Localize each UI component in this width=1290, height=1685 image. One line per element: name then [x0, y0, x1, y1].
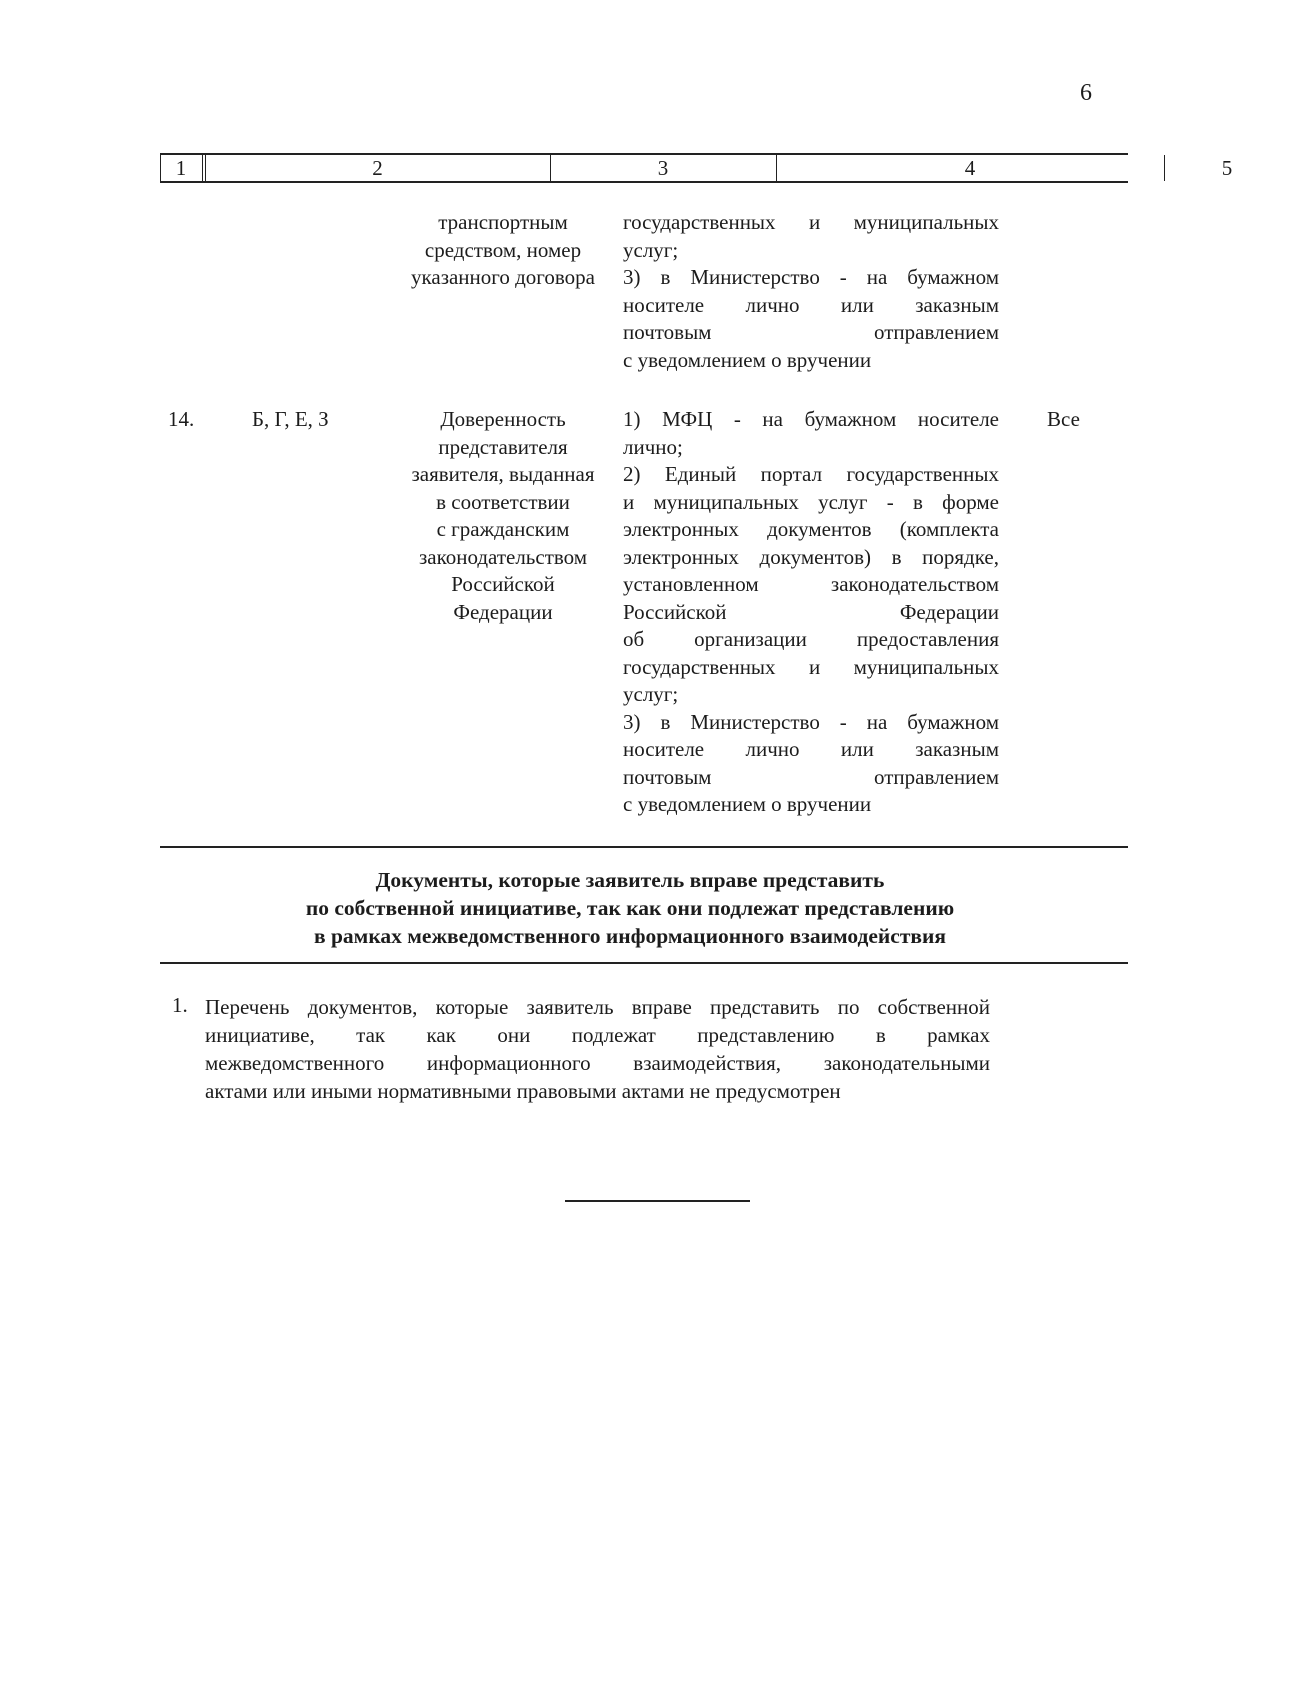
row-14-col4-line: 2) Единый портал государственных: [623, 462, 999, 486]
row-14-col3: [393, 406, 613, 626]
row-14-col3-line: Федерации: [453, 599, 553, 624]
row-14-col4-line: установленном законодательством: [623, 572, 999, 596]
header-col-1: 1: [175, 156, 187, 180]
row-1-col3-line: указанного договора: [410, 265, 595, 289]
row-14-col4-line: с уведомлением о вручении: [623, 792, 872, 816]
row-1-col3: [393, 209, 613, 292]
row-14-col4-line: об организации предоставления: [623, 627, 999, 651]
row-14-col4-line: и муниципальных услуг - в форме: [623, 489, 999, 514]
row-14-col4-line: государственных и муниципальных: [623, 654, 999, 679]
header-col-2: 2: [372, 156, 383, 180]
row-14-categories: Б, Г, Е, З: [252, 407, 329, 431]
note-line: Перечень документов, которые заявитель вправе представить по собственной: [205, 995, 990, 1019]
row-14-col5: Все: [1047, 407, 1080, 431]
header-col-3: 3: [657, 156, 669, 180]
row-14-col4-line: почтовым отправлением: [623, 764, 999, 789]
row-1-col4-line: носителе лично или заказным: [623, 292, 999, 317]
row-14-col3-line: Доверенность: [440, 407, 566, 431]
row-14-col3-line: законодательством: [418, 544, 588, 569]
row-14-col4: [623, 406, 999, 819]
row-14-col3-line: с гражданским: [436, 517, 570, 541]
section-heading-line: по собственной инициативе, так как они подлежат представлению: [305, 896, 955, 920]
row-1-col4-line: государственных и муниципальных: [623, 210, 999, 234]
section-heading: [250, 866, 1010, 950]
note-line: актами или иными нормативными правовыми актами не предусмотрен: [205, 1079, 841, 1103]
note-line: инициативе, так как они подлежат представлению в рамках: [205, 1023, 990, 1047]
row-14-number: 14.: [168, 407, 195, 431]
row-14-col4-line: электронных документов) в порядке,: [623, 544, 999, 569]
row-14-col3-line: Российской: [451, 572, 555, 596]
row-1-col4-line: услуг;: [623, 237, 679, 262]
row-14-col4-line: услуг;: [623, 682, 679, 706]
section-top-rule: [160, 846, 1128, 848]
row-14-col4-line: электронных документов (комплекта: [623, 517, 999, 541]
section-heading-line: Документы, которые заявитель вправе представить: [375, 868, 885, 892]
header-col-4: 4: [964, 156, 976, 180]
row-1-col3-line: средством, номер: [424, 237, 582, 262]
row-14-col4-line: 1) МФЦ - на бумажном носителе: [623, 407, 999, 431]
row-1-col3-line: транспортным: [438, 210, 568, 234]
row-14-col4-line: Российской Федерации: [623, 599, 999, 624]
note-number: 1.: [172, 993, 188, 1017]
row-1-col4: [623, 209, 999, 374]
row-14-col4-line: носителе лично или заказным: [623, 737, 999, 761]
note-text: [205, 993, 990, 1105]
note-line: межведомственного информационного взаимодействия, законодательными: [205, 1051, 990, 1075]
closing-rule: [565, 1200, 750, 1202]
row-14-col3-line: заявителя, выданная: [411, 462, 595, 486]
row-1-col4-line: с уведомлением о вручении: [623, 347, 872, 372]
row-14-col4-line: 3) в Министерство - на бумажном: [623, 709, 999, 734]
table-header-row: [160, 153, 1233, 183]
row-1-col4-line: 3) в Министерство - на бумажном: [623, 265, 999, 289]
row-14-col3-line: в соответствии: [436, 489, 570, 514]
row-14-col4-line: лично;: [623, 434, 683, 459]
page-number: 6: [1080, 80, 1092, 106]
row-1-col4-line: почтовым отправлением: [623, 320, 999, 344]
header-col-5: 5: [1221, 156, 1233, 180]
row-14-col3-line: представителя: [438, 434, 568, 459]
section-bottom-rule: [160, 962, 1128, 964]
section-heading-line: в рамках межведомственного информационного взаимодействия: [313, 924, 947, 948]
